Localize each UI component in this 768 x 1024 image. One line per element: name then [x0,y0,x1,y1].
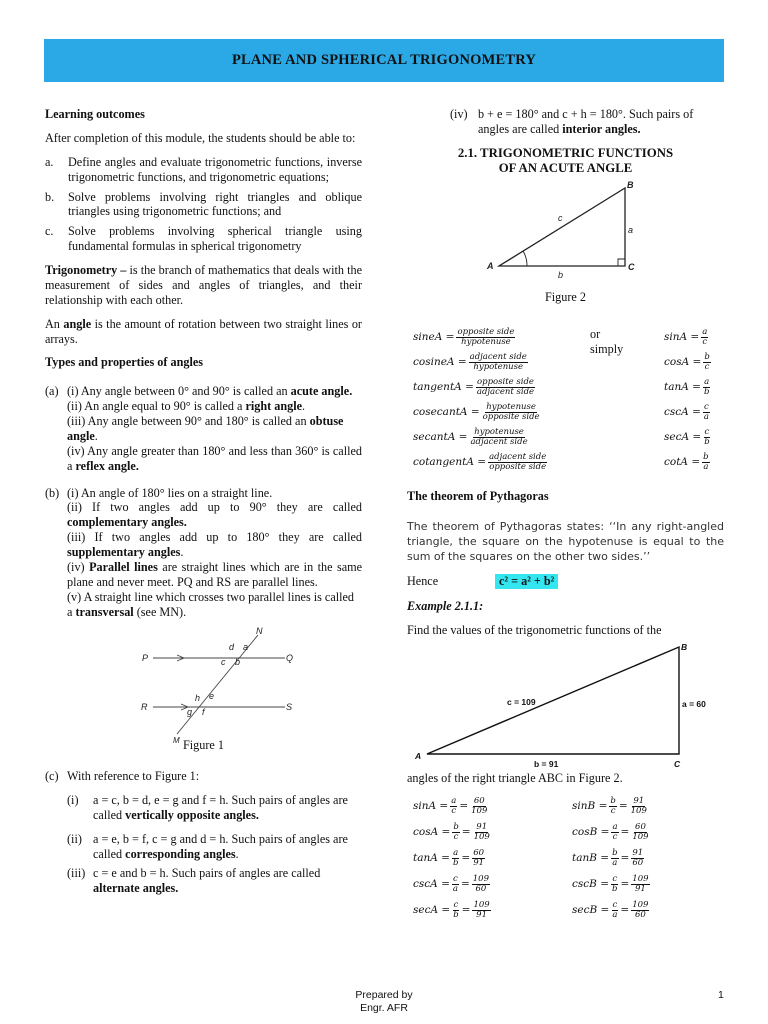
or-simply: or simply [590,327,624,356]
label-A: A [487,261,494,272]
pair-item: (iii) c = e and b = h. Such pairs of angles are called alternate angles. [67,865,321,895]
reference-c: (c) With reference to Figure 1: [45,769,200,784]
def-row: cosineA = $\frac{\text{adjacent side}}{\text{hypotenuse}}$ cosA = $\frac{b}{c}$ [413,351,710,373]
label-b: b [235,657,241,668]
intro-paragraph: After completion of this module, the students should be able to: [45,130,356,145]
def-row: secantA = $\frac{\text{hypotenuse}}{\text{adjacent side}}$ secA = $\frac{c}{b}$ [413,426,710,448]
example-results [407,794,724,924]
label-M: M [173,736,180,746]
result-row: secA = $\frac{c}{b}$ = $\frac{109}{91}$ secB = $\frac{c}{a}$ = $\frac{109}{60}$ [413,900,649,921]
section-title: 2.1. TRIGONOMETRIC FUNCTIONS OF AN ACUTE ANGLE [457,145,674,176]
label-a: a [628,225,634,236]
outcome-item: a. Define angles and evaluate trigonometric functions, inverse trigonometric functions, and trigonometric equations; [45,154,362,184]
trig-definitions [407,325,724,475]
def-row: cotangentA = $\frac{\text{adjacent side}}{\text{opposite side}}$ cotA = $\frac{b}{a}$ [413,451,709,473]
label-a-60: a = 60 [682,699,706,710]
label-c: c [221,657,226,668]
def-row: sineA = $\frac{\text{opposite side}}{\text{hypotenuse}}$ sinA = $\frac{a}{c}$ [413,326,708,348]
types-heading: Types and properties of angles [45,355,203,370]
label-e: e [209,691,215,702]
label-c-109: c = 109 [507,697,536,708]
result-row: sinA = $\frac{a}{c}$ = $\frac{60}{109}$ sinB = $\frac{b}{c}$ = $\frac{91}{109}$ [413,796,647,817]
angle-definition: An angle is the amount of rotation between two straight lines or arrays. [45,316,362,346]
outcome-item: b. Solve problems involving right triangles and oblique triangles using trigonometric functions; and [45,189,362,219]
pythagoras-statement: The theorem of Pythagoras states: ‘‘In any right-angled triangle, the square on the hypotenuse is equal to the sum of the squares on the other two sides.’’ [407,520,724,563]
page-title-banner [44,39,724,82]
label-B: B [627,180,634,191]
result-row: tanA = $\frac{a}{b}$ = $\frac{60}{91}$ tanB = $\frac{b}{a}$ = $\frac{91}{60}$ [413,848,644,869]
label-d: d [229,642,235,653]
def-row: cosecantA = $\frac{\text{hypotenuse}}{\text{opposite side}}$ cscA = $\frac{c}{a}$ [413,401,709,423]
angle-types-b: (b) (i) An angle of 180° lies on a straight line. (ii) If two angles add up to 90° they are called complementary angles. (iii) If two angles add up to 180° they are called supplementary angles. (iv) Parallel lines are straight lines which are in the same plane and never meet. PQ and RS are parallel lines. (v) A straight line which crosses two parallel lines is called a transversal (see MN). [45,485,363,619]
example-text: Find the values of the trigonometric functions of the [407,622,662,637]
result-row: cosA = $\frac{b}{c}$ = $\frac{91}{109}$ cosB = $\frac{a}{c}$ = $\frac{60}{109}$ [413,822,649,843]
label-c: c [558,213,563,224]
angle-types-a: (a) (i) Any angle between 0° and 90° is called an acute angle. (ii) An angle equal to 90° is called a right angle. (iii) Any angle between 90° and 180° is called an obtuse angle. (iv) Any angle greater than 180° and less than 360° is called a reflex angle. [45,384,362,473]
label-A: A [415,751,422,762]
hence-line: Hence c² = a² + b² [407,574,724,590]
outcomes-list [45,155,362,254]
learning-outcomes-heading: Learning outcomes [45,107,145,121]
label-h: h [195,693,201,704]
label-C: C [628,262,635,273]
figure-2-right-triangle [407,180,724,288]
page-footer [0,989,768,1014]
example-text-2: angles of the right triangle ABC in Figure 2. [407,771,623,786]
example-triangle [407,641,724,771]
footer-prepared-by: Prepared by [355,989,413,1001]
label-f: f [202,707,205,718]
label-Q: Q [286,653,294,664]
footer-author: Engr. AFR [360,1001,408,1014]
outcome-item: c. Solve problems involving spherical triangle using fundamental formulas in spherical trigonometry [45,224,362,254]
pythagoras-heading: The theorem of Pythagoras [407,489,549,504]
label-B: B [681,642,688,653]
pair-item: (i) a = c, b = d, e = g and f = h. Such pairs of angles are called vertically opposite angles. [67,793,348,822]
right-column [407,107,724,924]
pythagoras-formula: c² = a² + b² [495,574,558,589]
pair-item: (ii) a = e, b = f, c = g and d = h. Such pairs of angles are called corresponding angles. [67,831,348,861]
label-P: P [142,653,149,664]
label-a: a [243,642,249,653]
figure-1-caption: Figure 1 [183,738,224,753]
label-N: N [256,626,263,637]
label-b-91: b = 91 [534,759,559,770]
label-g: g [187,707,193,718]
result-row: cscA = $\frac{c}{a}$ = $\frac{109}{60}$ cscB = $\frac{c}{b}$ = $\frac{109}{91}$ [413,874,649,895]
left-column [45,107,362,904]
figure-2-caption: Figure 2 [545,290,586,305]
page-title: PLANE AND SPHERICAL TRIGONOMETRY [231,51,537,68]
trigonometry-definition: Trigonometry – is the branch of mathematics that deals with the measurement of sides and angles of triangles, and their relationship with each other. [45,263,363,307]
label-R: R [141,702,148,713]
interior-angles: (iv) b + e = 180° and c + h = 180°. Such pairs of angles are called interior angles. [450,107,694,136]
page-number: 1 [718,989,724,1001]
def-row: tangentA = $\frac{\text{opposite side}}{\text{adjacent side}}$ tanA = $\frac{a}{b}$ [413,376,710,398]
label-b: b [558,270,564,281]
example-title: Example 2.1.1: [407,598,484,613]
label-C: C [674,759,681,770]
label-S: S [286,702,293,713]
